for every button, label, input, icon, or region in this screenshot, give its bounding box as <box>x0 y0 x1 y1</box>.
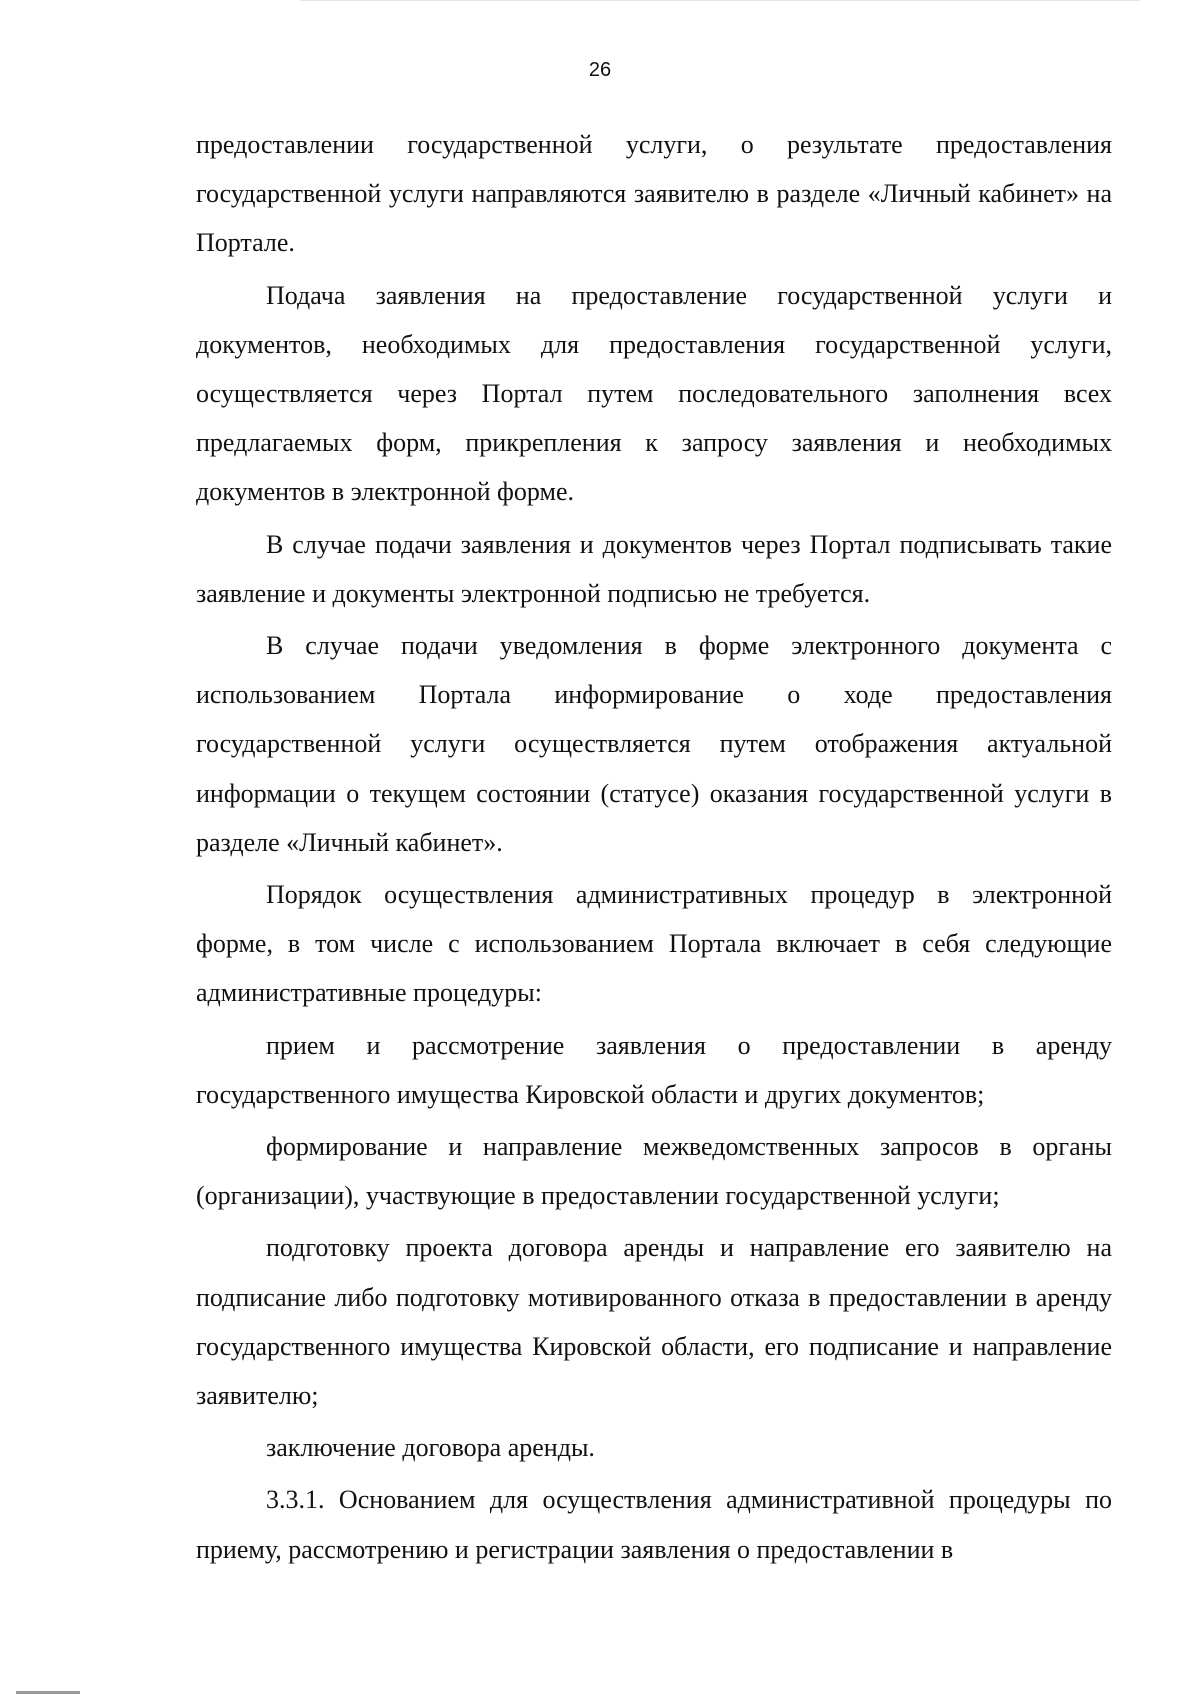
list-item-contract-conclusion: заключение договора аренды. <box>266 1433 595 1463</box>
scan-artifact <box>16 1691 80 1694</box>
list-item-contract-preparation: подготовку проекта договора аренды и направление его заявителю на подписание либо подготовку мотивированного отказа в предоставлении в аренду государственного имущества Кировской области, его подписание и направление заявителю; <box>196 1233 1112 1411</box>
paragraph-continuation: предоставлении государственной услуги, о результате предоставления государственной услуги направляются заявителю в разделе «Личный кабинет» на Портале. <box>196 130 1112 258</box>
section-3-3-1: 3.3.1. Основанием для осуществления административной процедуры по приему, рассмотрению и регистрации заявления о предоставлении в <box>196 1485 1112 1564</box>
scan-top-edge <box>300 0 1140 1</box>
page-number: 26 <box>588 59 612 81</box>
paragraph-submission-via-portal: Подача заявления на предоставление государственной услуги и документов, необходимых для предоставления государственной услуги, осуществляется через Портал путем последовательного заполнения всех предлагаемых форм, прикрепления к запросу заявления и необходимых документов в электронной форме. <box>196 280 1112 507</box>
list-item-reception: прием и рассмотрение заявления о предоставлении в аренду государственного имущества Кировской области и других документов; <box>196 1030 1112 1109</box>
paragraph-status-informing: В случае подачи уведомления в форме электронного документа с использованием Портала информирование о ходе предоставления государственной услуги осуществляется путем отображения актуальной информации о текущем состоянии (статусе) оказания государственной услуги в разделе «Личный кабинет». <box>196 631 1112 857</box>
paragraph-no-signature-required: В случае подачи заявления и документов через Портал подписывать такие заявление и документы электронной подписью не требуется. <box>196 529 1112 608</box>
paragraph-procedures-order: Порядок осуществления административных процедур в электронной форме, в том числе с использованием Портала включает в себя следующие административные процедуры: <box>196 880 1112 1008</box>
document-body <box>196 120 1112 1574</box>
list-item-interagency-requests: формирование и направление межведомственных запросов в органы (организации), участвующие в предоставлении государственной услуги; <box>196 1132 1112 1211</box>
